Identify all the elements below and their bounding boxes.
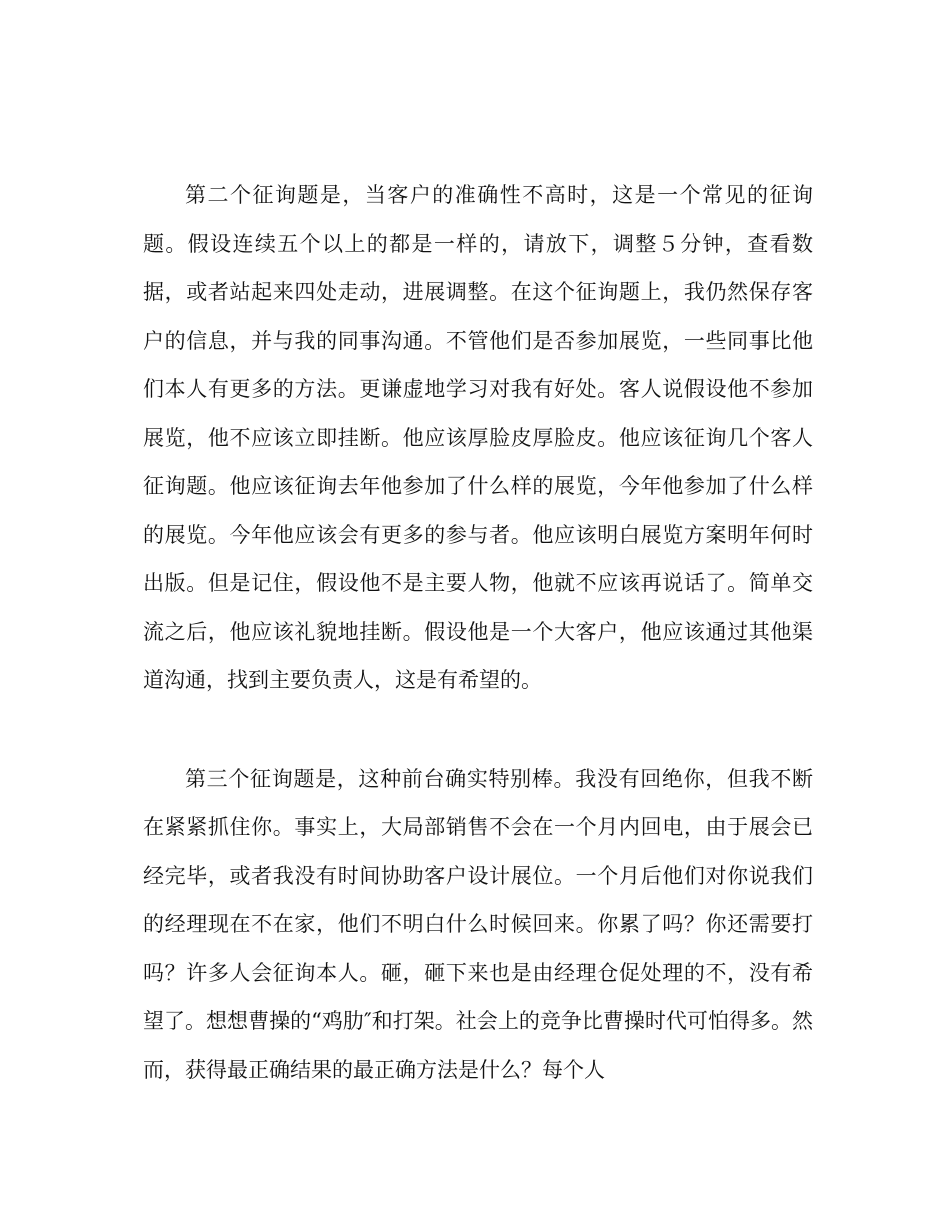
paragraph-second-question: 第二个征询题是，当客户的准确性不高时，这是一个常见的征询题。假设连续五个以上的都是一样的，请放下，调整５分钟，查看数据，或者站起来四处走动，进展调整。在这个征询题上，我仍然保存客户的信息，并与我的同事沟通。不管他们是否参加展览，一些同事比他们本人有更多的方法。更谦虚地学习对我有好处。客人说假设他不参加展览，他不应该立即挂断。他应该厚脸皮厚脸皮。他应该征询几个客人征询题。他应该征询去年他参加了什么样的展览，今年他参加了什么样的展览。今年他应该会有更多的参与者。他应该明白展览方案明年何时出版。但是记住，假设他不是主要人物，他就不应该再说话了。简单交流之后，他应该礼貌地挂断。假设他是一个大客户，他应该通过其他渠道沟通，找到主要负责人，这是有希望的。 [143,183,813,692]
document-body [143,171,813,1094]
paragraph-third-question: 第三个征询题是，这种前台确实特别棒。我没有回绝你，但我不断在紧紧抓住你。事实上，大局部销售不会在一个月内回电，由于展会已经完毕，或者我没有时间协助客户设计展位。一个月后他们对你说我们的经理现在不在家，他们不明白什么时候回来。你累了吗？你还需要打吗？许多人会征询本人。砸，砸下来也是由经理仓促处理的不，没有希望了。想想曹操的“鸡肋″和打架。社会上的竞争比曹操时代可怕得多。然而，获得最正确结果的最正确方法是什么？每个人 [143,766,813,1082]
